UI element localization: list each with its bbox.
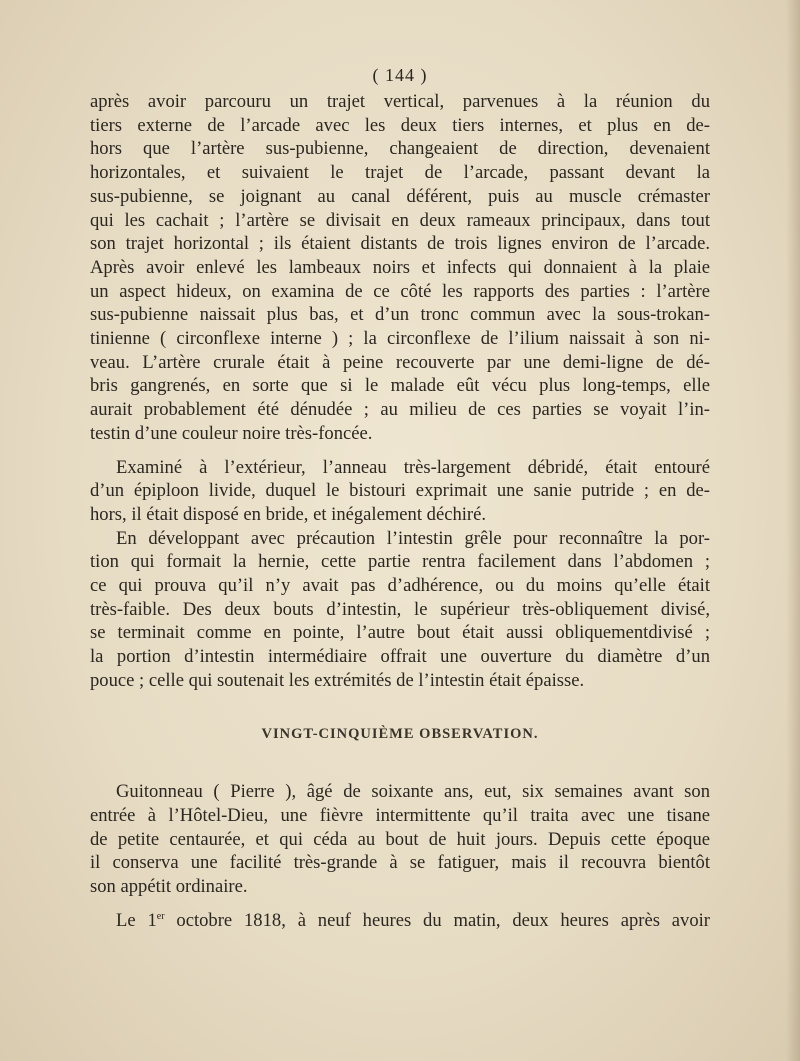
text-line: veau. L’artère crurale était à peine recouverte par une demi-ligne de dé- bbox=[90, 351, 710, 373]
paragraph-4 bbox=[90, 780, 710, 899]
text-line: se terminait comme en pointe, l’autre bout était aussi obliquementdivisé ; bbox=[90, 622, 710, 644]
text-line: Guitonneau ( Pierre ), âgé de soixante ans, eut, six semaines avant son bbox=[116, 781, 710, 803]
text-line: sus-pubienne naissait plus bas, et d’un tronc commun avec la sous-trokan- bbox=[90, 304, 710, 326]
text-line: d’un épiploon livide, duquel le bistouri exprimait une sanie putride ; en de- bbox=[90, 480, 710, 502]
text-line: il conserva une facilité très-grande à se fatiguer, mais il recouvra bientôt bbox=[90, 852, 710, 874]
text-line-last bbox=[90, 909, 710, 933]
section-heading: VINGT-CINQUIÈME OBSERVATION. bbox=[261, 725, 539, 742]
page-number: ( 144 ) bbox=[372, 65, 428, 85]
text-line: qui les cachait ; l’artère se divisait en deux rameaux principaux, dans tout bbox=[90, 209, 710, 231]
ordinal-superscript: er bbox=[156, 910, 165, 922]
text-line: très-faible. Des deux bouts d’intestin, le supérieur très-obliquement divisé, bbox=[90, 598, 710, 620]
text-line: horizontales, et suivaient le trajet de l’arcade, passant devant la bbox=[90, 162, 710, 184]
date-prefix: Le 1 bbox=[116, 909, 157, 931]
text-line: pouce ; celle qui soutenait les extrémités de l’intestin était épaisse. bbox=[90, 669, 585, 691]
text-line: son trajet horizontal ; ils étaient distants de trois lignes environ de l’arcade. bbox=[90, 233, 710, 255]
text-line: bris gangrenés, en sorte que si le malade eût vécu plus long-temps, elle bbox=[90, 375, 710, 397]
text-line: Après avoir enlevé les lambeaux noirs et infects qui donnaient à la plaie bbox=[90, 256, 710, 278]
text-line: de petite centaurée, et qui céda au bout de huit jours. Depuis cette époque bbox=[90, 828, 710, 850]
page-edge-shadow bbox=[786, 0, 800, 1061]
text-line: sus-pubienne, se joignant au canal déférent, puis au muscle crémaster bbox=[90, 185, 710, 207]
text-line: Examiné à l’extérieur, l’anneau très-largement débridé, était entouré bbox=[116, 456, 710, 478]
page-text bbox=[90, 60, 710, 933]
text-line: la portion d’intestin intermédiaire offrait une ouverture du diamètre d’un bbox=[90, 646, 710, 668]
text-line: tiers externe de l’arcade avec les deux tiers internes, et plus en de- bbox=[90, 114, 710, 136]
text-line: hors que l’artère sus-pubienne, changeaient de direction, devenaient bbox=[90, 138, 710, 160]
text-line: entrée à l’Hôtel-Dieu, une fièvre intermittente qu’il traita avec une tisane bbox=[90, 804, 710, 826]
text-line: ce qui prouva qu’il n’y avait pas d’adhérence, ou du moins qu’elle était bbox=[90, 575, 710, 597]
text-line: son appétit ordinaire. bbox=[90, 876, 248, 898]
text-line: testin d’une couleur noire très-foncée. bbox=[90, 422, 373, 444]
paragraph-5 bbox=[90, 909, 710, 933]
text-line: tion qui formait la hernie, cette partie rentra facilement dans l’abdomen ; bbox=[90, 551, 710, 573]
text-line: un aspect hideux, on examina de ce côté les rapports des parties : l’artère bbox=[90, 280, 710, 302]
paragraph-2 bbox=[90, 456, 710, 527]
text-line: En développant avec précaution l’intestin grêle pour reconnaître la por- bbox=[116, 527, 710, 549]
paragraph-3 bbox=[90, 527, 710, 693]
paragraph-gap bbox=[90, 899, 710, 909]
text-line: aurait probablement été dénudée ; au milieu de ces parties se voyait l’in- bbox=[90, 399, 710, 421]
date-rest: octobre 1818, à neuf heures du matin, deux heures après avoir bbox=[164, 909, 710, 931]
paragraph-1 bbox=[90, 90, 710, 446]
text-line: après avoir parcouru un trajet vertical, parvenues à la réunion du bbox=[90, 91, 710, 112]
paragraph-gap bbox=[90, 446, 710, 456]
text-line: tinienne ( circonflexe interne ) ; la circonflexe de l’ilium naissait à son ni- bbox=[90, 328, 710, 350]
text-line: hors, il était disposé en bride, et inégalement déchiré. bbox=[90, 503, 487, 525]
